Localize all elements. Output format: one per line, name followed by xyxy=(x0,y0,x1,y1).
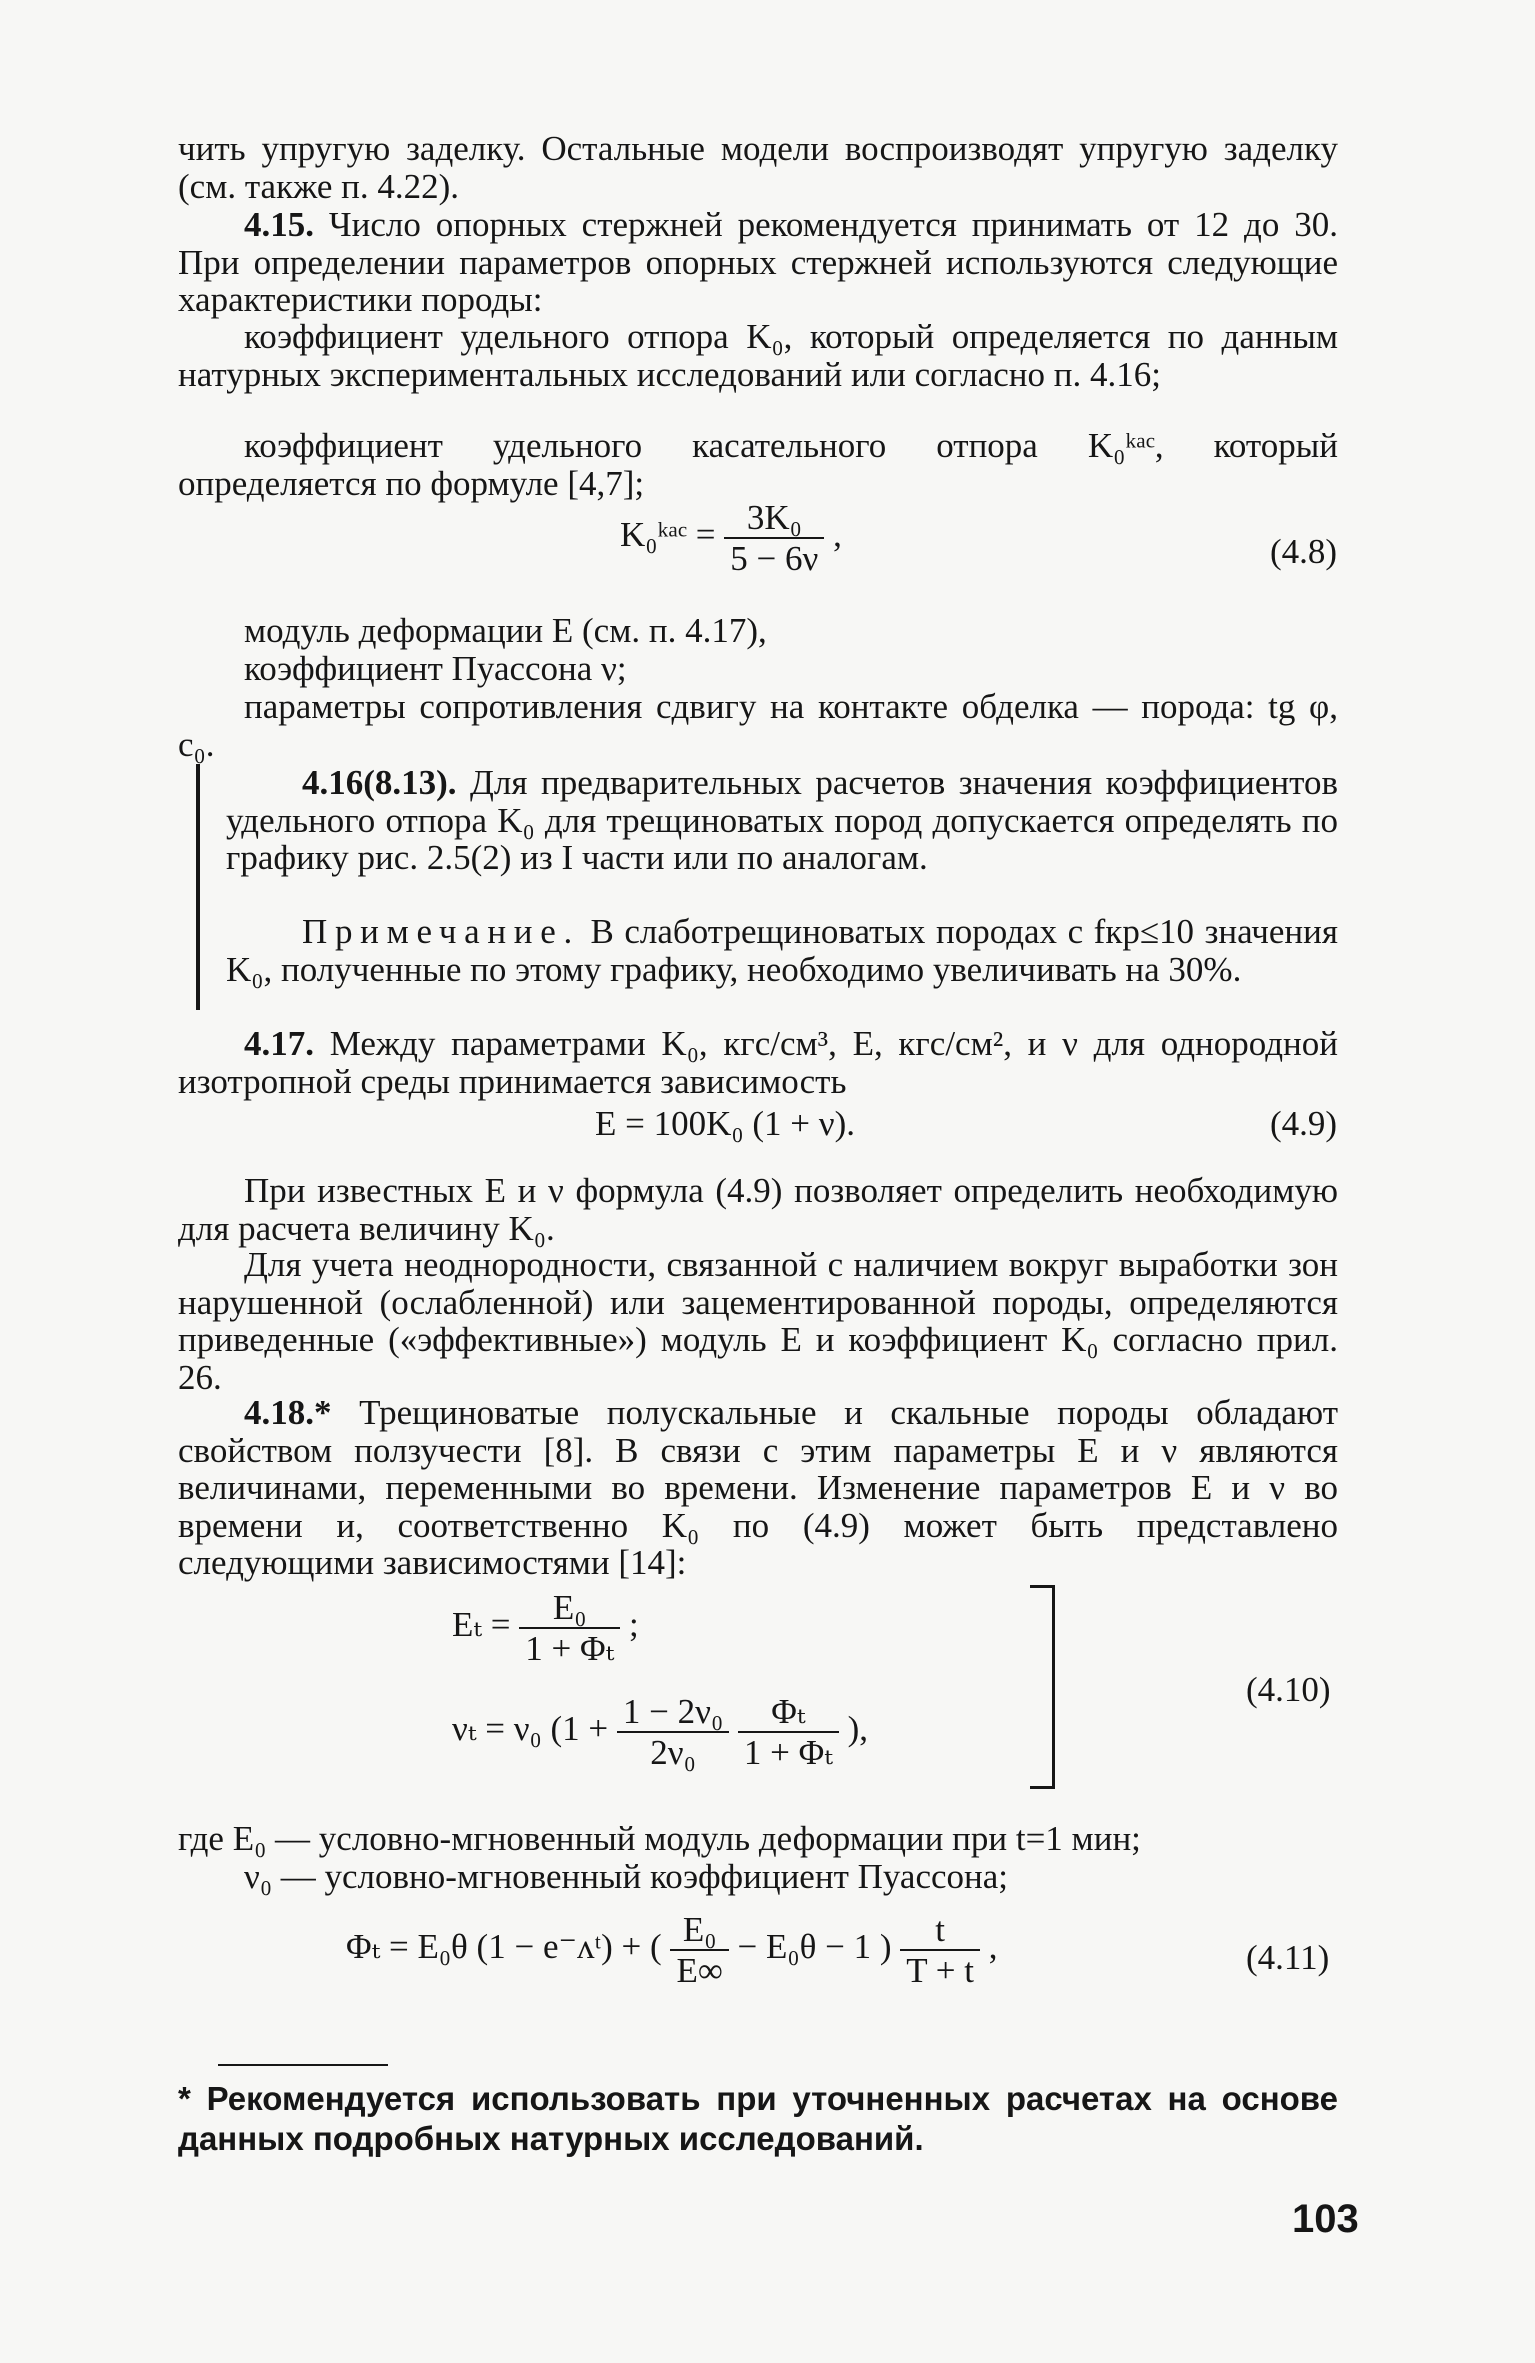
equation-lhs: νₜ = ν₀ (1 + xyxy=(452,1709,609,1749)
denominator: 1 + Φₜ xyxy=(525,1629,615,1668)
paragraph-known-e xyxy=(178,1172,1338,1247)
equation-lhs: Eₜ = xyxy=(452,1605,511,1645)
paragraph-text: модуль деформации E (см. п. 4.17), xyxy=(244,611,767,650)
equation-number: (4.11) xyxy=(1246,1938,1330,1977)
equation-4-10-e xyxy=(452,1588,639,1668)
section-number: 4.16(8.13). xyxy=(302,763,457,802)
section-4-16 xyxy=(226,764,1338,877)
right-brace xyxy=(1030,1585,1055,1789)
section-text: Между параметрами K₀, кгс/см³, E, кгс/см², и ν для однородной изотропной среды принимается зависимость xyxy=(178,1024,1338,1101)
section-4-18 xyxy=(178,1394,1338,1582)
section-text: Трещиноватые полускальные и скальные породы обладают свойством ползучести [8]. В связи с этим параметры E и ν являются величинами, переменными во времени. Изменение параметров E и ν во времени и, соответственно K₀ по (4.9) может быть представлено следующими зависимостями [14]: xyxy=(178,1393,1338,1582)
numerator: t xyxy=(900,1910,980,1951)
equation-number: (4.10) xyxy=(1246,1670,1331,1709)
denominator: 1 + Φₜ xyxy=(743,1733,833,1772)
paragraph-k0-kas xyxy=(178,427,1338,502)
fraction-1 xyxy=(617,1692,729,1772)
denominator: T + t xyxy=(906,1951,974,1990)
section-text: Число опорных стержней рекомендуется принимать от 12 до 30. При определении параметров опорных стержней используются следующие характеристики породы: xyxy=(178,205,1338,319)
equation-tail: , xyxy=(988,1927,998,1967)
note xyxy=(226,913,1338,988)
numerator: 3K₀ xyxy=(724,498,824,539)
note-label: Примечание. xyxy=(302,912,580,951)
margin-revision-bar xyxy=(196,764,200,1010)
fraction-1 xyxy=(670,1910,728,1990)
paragraph-k0 xyxy=(178,318,1338,393)
section-number: 4.15. xyxy=(244,205,314,244)
equation-tail: , xyxy=(833,515,842,555)
equation-mid: − E₀θ − 1 ) xyxy=(737,1927,892,1967)
section-number: 4.18.* xyxy=(244,1393,332,1432)
denominator: 2ν₀ xyxy=(650,1733,696,1772)
footnote-rule xyxy=(218,2064,388,2066)
paragraph-text: Для учета неоднородности, связанной с наличием вокруг выработки зон нарушенной (ослабленной) или зацементированной породы, определяются приведенные («эффективные») модуль E и коэффициент K₀ согласно прил. 26. xyxy=(178,1245,1338,1397)
paragraph-shear xyxy=(178,688,1338,763)
fraction xyxy=(519,1588,620,1668)
paragraph-text: ν₀ — условно-мгновенный коэффициент Пуассона; xyxy=(244,1857,1009,1896)
equation-lhs: K₀ᵏᵃᶜ = xyxy=(620,515,716,555)
equation-4-8 xyxy=(620,498,842,578)
paragraph-text: коэффициент удельного касательного отпора K₀ᵏᵃᶜ, который определяется по формуле [4,7]; xyxy=(178,426,1338,503)
equation-number: (4.9) xyxy=(1270,1104,1338,1143)
fraction-2 xyxy=(738,1692,839,1772)
where-line-2 xyxy=(244,1858,1338,1896)
numerator: Φₜ xyxy=(738,1692,839,1733)
denominator: E∞ xyxy=(676,1951,723,1990)
paragraph-continuation xyxy=(178,130,1338,205)
section-4-17 xyxy=(178,1025,1338,1100)
page-number: 103 xyxy=(1292,2197,1359,2241)
paragraph-text: коэффициент Пуассона ν; xyxy=(244,649,627,688)
paragraph-text: коэффициент удельного отпора K₀, который определяется по данным натурных экспериментальных исследований или согласно п. 4.16; xyxy=(178,317,1338,394)
paragraph-text: параметры сопротивления сдвигу на контакте обделка — порода: tg φ, c₀. xyxy=(178,687,1338,764)
equation-number: (4.8) xyxy=(1270,532,1338,571)
paragraph-text: где E₀ — условно-мгновенный модуль деформации при t=1 мин; xyxy=(178,1819,1141,1858)
equation-4-9: E = 100K₀ (1 + ν). xyxy=(595,1104,855,1143)
numerator: E₀ xyxy=(519,1588,620,1629)
denominator: 5 − 6ν xyxy=(730,539,819,578)
equation-tail: ), xyxy=(847,1709,869,1749)
where-line xyxy=(178,1820,1338,1858)
fraction-2 xyxy=(900,1910,980,1990)
equation-tail: ; xyxy=(628,1605,639,1645)
fraction xyxy=(724,498,824,578)
footnote: * Рекомендуется использовать при уточненных расчетах на основе данных подробных натурных исследований. xyxy=(178,2080,1338,2157)
section-number: 4.17. xyxy=(244,1024,314,1063)
numerator: 1 − 2ν₀ xyxy=(617,1692,729,1733)
equation-4-11 xyxy=(346,1910,998,1990)
equation-lhs: Φₜ = E₀θ (1 − e⁻ᴧᵗ) + ( xyxy=(346,1927,662,1967)
note-text: В слаботрещиноватых породах с fкр≤10 значения K₀, полученные по этому графику, необходимо увеличивать на 30%. xyxy=(226,912,1338,989)
paragraph-heterogeneity xyxy=(178,1246,1338,1396)
paragraph-modulus xyxy=(178,612,1338,650)
paragraph-text: При известных E и ν формула (4.9) позволяет определить необходимую для расчета величину K₀. xyxy=(178,1171,1338,1248)
paragraph-poisson xyxy=(178,650,1338,688)
paragraph-text: чить упругую заделку. Остальные модели воспроизводят упругую заделку (см. также п. 4.22). xyxy=(178,129,1338,206)
numerator: E₀ xyxy=(670,1910,728,1951)
equation-4-10-nu xyxy=(452,1692,868,1772)
section-4-15 xyxy=(178,206,1338,319)
section-text: Для предварительных расчетов значения коэффициентов удельного отпора K₀ для трещиноватых пород допускается определять по графику рис. 2.5(2) из I части или по аналогам. xyxy=(226,763,1339,877)
